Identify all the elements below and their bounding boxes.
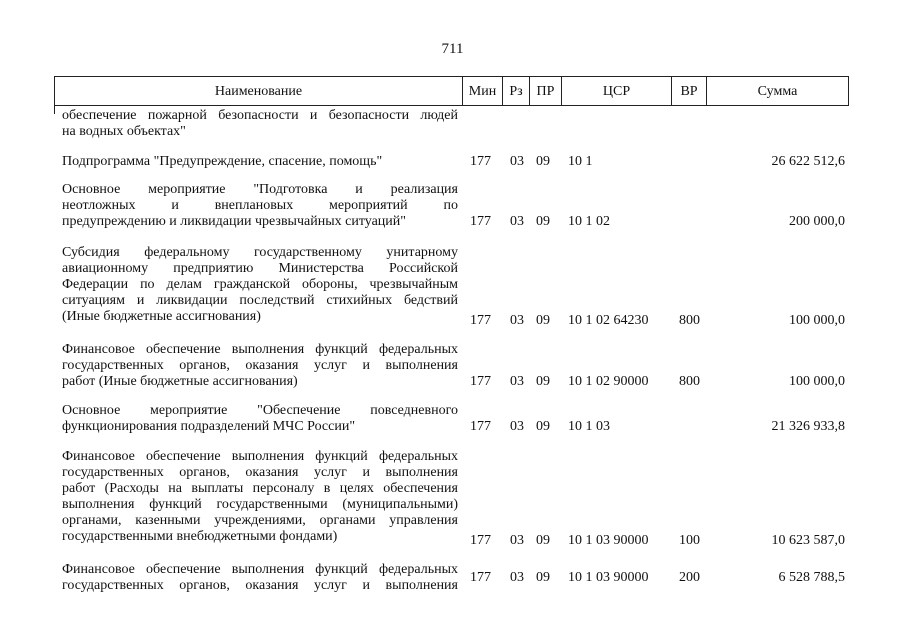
header-csr-label: ЦСР [602,84,631,99]
row-rz: 03 [510,214,524,229]
header-pr-label: ПР [536,84,555,99]
row-name-line: предупреждению и ликвидации чрезвычайных ситуаций" [62,214,406,229]
row-pr: 09 [536,154,550,169]
row-vr: 200 [679,570,700,585]
row-name-line: Основное мероприятие "Подготовка и реализация [62,182,458,197]
row-sum: 10 623 587,0 [771,533,845,548]
row-rz: 03 [510,313,524,328]
row-name-line: Субсидия федеральному государственному унитарному [62,245,458,260]
row-csr: 10 1 02 [568,214,610,229]
row-name-line: Финансовое обеспечение выполнения функций федеральных [62,562,458,577]
row-rz: 03 [510,419,524,434]
row-min: 177 [470,419,491,434]
header-sum-label: Сумма [757,84,798,99]
row-name-line: работ (Иные бюджетные ассигнования) [62,374,298,389]
row-name-line: работ (Расходы на выплаты персоналу в целях обеспечения [62,481,458,496]
row-rz: 03 [510,374,524,389]
row-name-line: государственными внебюджетными фондами) [62,529,338,544]
header-left-tick [54,106,55,114]
row-name [62,182,458,230]
row-name-line: обеспечение пожарной безопасности и безопасности людей [62,108,458,123]
row-name-line: на водных объектах" [62,124,186,139]
row-rz: 03 [510,154,524,169]
row-name-line: Финансовое обеспечение выполнения функций федеральных [62,449,458,464]
row-name [62,562,458,594]
row-min: 177 [470,154,491,169]
row-pr: 09 [536,313,550,328]
row-name-line: государственных органов, оказания услуг и выполнения [62,578,458,593]
row-rz: 03 [510,533,524,548]
row-pr: 09 [536,533,550,548]
header-vr-label: ВР [680,84,698,99]
row-name-line: Подпрограмма "Предупреждение, спасение, помощь" [62,154,383,169]
row-name-line: функционирования подразделений МЧС России" [62,419,356,434]
row-name-line: авиационному предприятию Министерства Российской [62,261,458,276]
row-name-line: государственных органов, оказания услуг и выполнения [62,465,458,480]
row-csr: 10 1 03 90000 [568,533,649,548]
row-sum: 200 000,0 [789,214,845,229]
row-pr: 09 [536,374,550,389]
row-name-line: (Иные бюджетные ассигнования) [62,309,261,324]
row-sum: 26 622 512,6 [771,154,845,169]
row-name [62,154,458,170]
row-name-line: Основное мероприятие "Обеспечение повседневного [62,403,458,418]
row-sum: 6 528 788,5 [778,570,845,585]
row-min: 177 [470,374,491,389]
row-vr: 800 [679,374,700,389]
row-sum: 21 326 933,8 [771,419,845,434]
row-csr: 10 1 03 90000 [568,570,649,585]
row-name [62,108,458,140]
header-rz-label: Рз [509,84,523,99]
row-min: 177 [470,214,491,229]
row-min: 177 [470,533,491,548]
header-name-label: Наименование [214,84,303,99]
row-min: 177 [470,313,491,328]
row-sum: 100 000,0 [789,313,845,328]
row-name-line: государственных органов, оказания услуг и выполнения [62,358,458,373]
row-csr: 10 1 02 64230 [568,313,649,328]
row-pr: 09 [536,214,550,229]
row-csr: 10 1 02 90000 [568,374,649,389]
row-csr: 10 1 03 [568,419,610,434]
row-name-line: органами, казенными учреждениями, органами управления [62,513,458,528]
row-name-line: Финансовое обеспечение выполнения функций федеральных [62,342,458,357]
row-name [62,449,458,545]
row-name-line: ситуациям и ликвидации последствий стихийных бедствий [62,293,458,308]
row-vr: 800 [679,313,700,328]
row-pr: 09 [536,570,550,585]
row-csr: 10 1 [568,154,593,169]
row-rz: 03 [510,570,524,585]
row-min: 177 [470,570,491,585]
page-number: 711 [441,41,464,57]
row-name-line: неотложных и внеплановых мероприятий по [62,198,458,213]
row-name [62,245,458,325]
row-name-line: Федерации по делам гражданской обороны, чрезвычайным [62,277,458,292]
row-name-line: выполнения функций государственными (муниципальными) [62,497,458,512]
header-min-label: Мин [468,84,497,99]
row-vr: 100 [679,533,700,548]
row-name [62,342,458,390]
row-name [62,403,458,435]
row-pr: 09 [536,419,550,434]
row-sum: 100 000,0 [789,374,845,389]
